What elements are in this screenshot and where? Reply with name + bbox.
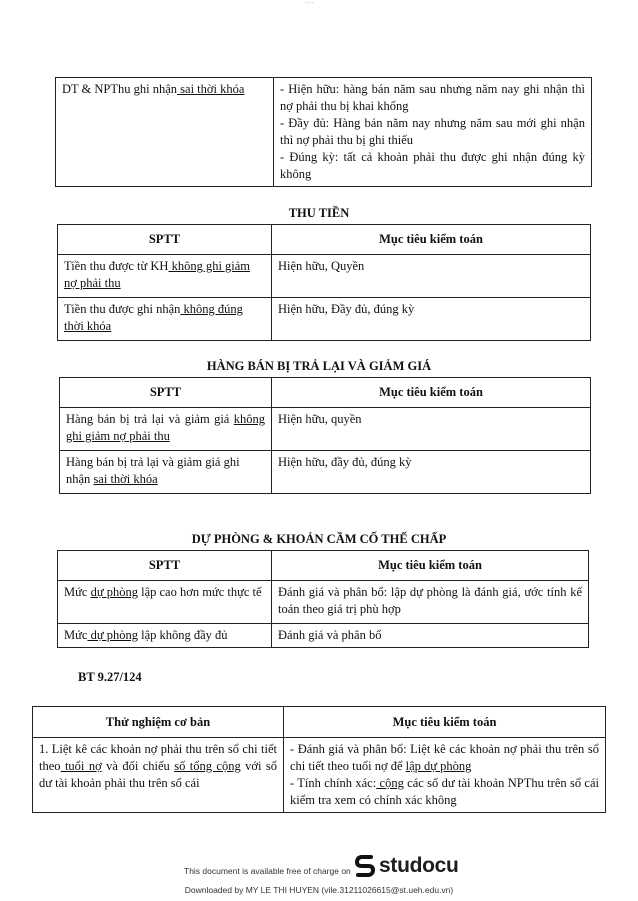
cell-text: các số dư tài khoản NPThu trên sổ cái kiểm tra xem có chính xác không: [290, 776, 599, 807]
table-cell: Hiện hữu, quyền: [272, 408, 591, 451]
underlined-text: sai thời khóa: [177, 82, 245, 96]
table-cell: [58, 298, 272, 341]
table-header-row: [58, 551, 589, 581]
table-header-row: [58, 225, 591, 255]
studocu-brand-text: studocu: [379, 854, 459, 877]
section-heading-hang-ban: HÀNG BÁN BỊ TRẢ LẠI VÀ GIẢM GIÁ: [206, 359, 432, 373]
underlined-text: số tổng cộng: [174, 759, 241, 773]
underlined-text: dự phòng: [90, 585, 138, 599]
table-cell: [58, 581, 272, 624]
cell-text: DT & NPThu ghi nhận: [62, 82, 178, 96]
studocu-logo[interactable]: [354, 854, 459, 878]
cell-text: - Tính chính xác:: [290, 776, 377, 790]
cell-text: - Đánh giá và phân bổ: Liệt kê các khoản nợ phải thu trên sổ chi tiết theo tuổi nợ để: [290, 742, 599, 773]
table-row: [60, 408, 591, 451]
underlined-text: tuổi nợ: [60, 759, 102, 773]
table-cell: [274, 78, 592, 187]
table-cell: [284, 738, 606, 813]
underlined-text: lập dự phòng: [405, 759, 472, 773]
cell-line: - Đúng kỳ: tất cả khoản phải thu được ghi nhận đúng kỳ không: [280, 150, 585, 181]
cell-line: [290, 775, 599, 809]
table-row: [58, 255, 591, 298]
table-row: [58, 298, 591, 341]
table-cell: [58, 255, 272, 298]
table-cell: [33, 738, 284, 813]
table-du-phong: [57, 550, 589, 648]
column-header: Thử nghiệm cơ bản: [33, 707, 284, 738]
cell-text: Tiền thu được ghi nhận: [64, 302, 181, 316]
table-cell: Hiện hữu, đầy đủ, đúng kỳ: [272, 451, 591, 494]
cell-text: và đối chiếu: [101, 759, 175, 773]
column-header: Mục tiêu kiểm toán: [272, 378, 591, 408]
table-cell: Hiện hữu, Quyền: [272, 255, 591, 298]
studocu-logo-icon: [354, 854, 376, 878]
table-row: [60, 451, 591, 494]
exercise-label: BT 9.27/124: [78, 670, 142, 684]
table-row: [58, 624, 589, 648]
cell-text: Hàng bán bị trả lại và giảm giá ghi nhận: [66, 455, 240, 486]
column-header: Mục tiêu kiểm toán: [284, 707, 606, 738]
underlined-text: dự phòng: [87, 628, 138, 642]
underlined-text: sai thời khóa: [93, 472, 158, 486]
footer-available-text: This document is available free of charge on: [184, 866, 351, 876]
table-revenue-timing: [55, 77, 592, 187]
cell-line: [290, 741, 599, 775]
table-header-row: [60, 378, 591, 408]
table-row: [33, 738, 606, 813]
underlined-text: không đúng thời khóa: [64, 302, 243, 333]
column-header: Mục tiêu kiểm toán: [272, 551, 589, 581]
cell-text: với số dư tài khoản phải thu trên sổ cái: [39, 759, 277, 790]
table-cell: [60, 451, 272, 494]
column-header: SPTT: [60, 378, 272, 408]
cell-text: Mức: [64, 585, 91, 599]
cell-text: Hàng bán bị trả lại và giảm giá: [66, 412, 234, 426]
column-header: SPTT: [58, 551, 272, 581]
table-row: [56, 78, 592, 187]
cell-text: lập cao hơn mức thực tế: [137, 585, 262, 599]
underlined-text: không ghi giảm nợ phải thu: [66, 412, 265, 443]
table-cell: [60, 408, 272, 451]
column-header: SPTT: [58, 225, 272, 255]
cell-line: - Đầy đủ: Hàng bán năm nay nhưng năm sau mới ghi nhận thì nợ phải thu bị ghi thiếu: [280, 116, 585, 147]
footer-downloaded-text: Downloaded by MY LE THI HUYEN (vile.31211026615@st.ueh.edu.vn): [184, 885, 454, 895]
table-cell: [58, 624, 272, 648]
underlined-text: cộng: [376, 776, 404, 790]
table-cell: [56, 78, 274, 187]
cell-text: Tiền thu được từ KH: [64, 259, 169, 273]
section-heading-du-phong: DỰ PHÒNG & KHOẢN CẦM CỐ THẾ CHẤP: [191, 532, 447, 546]
section-heading-thu-tien: THU TIỀN: [288, 206, 350, 220]
table-row: [58, 581, 589, 624]
table-thu-tien: [57, 224, 591, 341]
cell-text: lập không đầy đủ: [137, 628, 228, 642]
column-header: Mục tiêu kiểm toán: [272, 225, 591, 255]
cell-text: 1. Liệt kê các khoản nợ phải thu trên sổ chi tiết theo: [39, 742, 277, 773]
underlined-text: không ghi giảm nợ phải thu: [64, 259, 251, 290]
table-cell: Hiện hữu, Đầy đủ, đúng kỳ: [272, 298, 591, 341]
table-cell: Đánh giá và phân bổ: [272, 624, 589, 648]
cell-line: - Hiện hữu: hàng bán năm sau nhưng năm nay ghi nhận thì nợ phải thu bị khai khống: [280, 82, 585, 113]
table-hang-ban: [59, 377, 591, 494]
top-mark: ⁃⁃⁃: [305, 1, 314, 7]
table-bt: [32, 706, 606, 813]
table-header-row: [33, 707, 606, 738]
cell-text: Mức: [64, 628, 88, 642]
table-cell: Đánh giá và phân bổ: lập dự phòng là đánh giá, ước tính kế toán theo giá trị phù hợp: [272, 581, 589, 624]
